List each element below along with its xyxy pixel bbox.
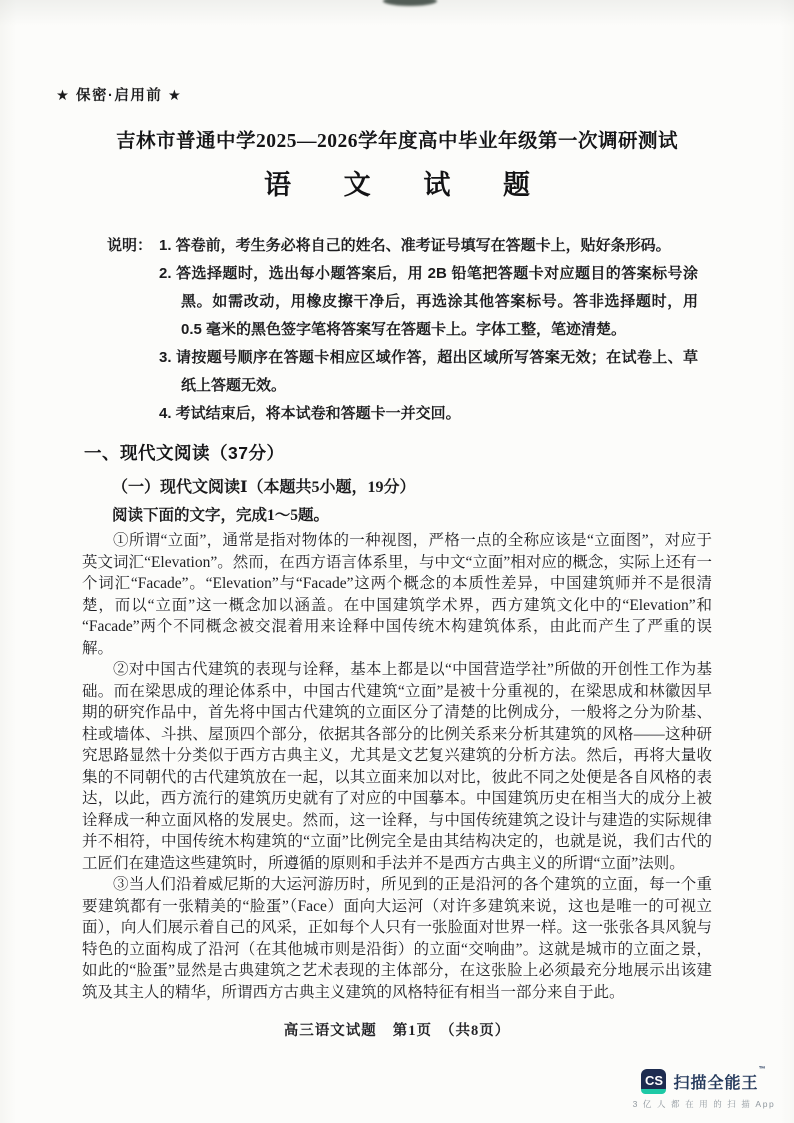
- section-heading-modern-reading: 一、现代文阅读（37分）: [84, 443, 285, 463]
- scanner-watermark: [624, 1066, 784, 1110]
- camscanner-logo-icon: CS: [641, 1069, 666, 1094]
- paper-title: 语 文 试 题: [264, 170, 553, 200]
- passage-paragraph-1: ①所谓“立面”，通常是指对物体的一种视图，严格一点的全称应该是“立面图”，对应于英文词汇“Elevation”。然而，在西方语言体系里，与中文“立面”相对应的概念，实际上还有一个词汇“Facade”。“Elevation”与“Facade”这两个概念的本质性差异，中国建筑师并不是很清楚，而以“立面”这一概念加以涵盖。在中国建筑学术界，西方建筑文化中的“Elevation”和“Facade”两个不同概念被交混着用来诠释中国传统木构建筑体系，由此而产生了严重的误解。: [82, 532, 712, 657]
- reading-passage: [82, 530, 712, 1003]
- instruction-item-2: 2. 答选择题时，选出每小题答案后，用 2B 铅笔把答题卡对应题目的答案标号涂黑。如需改动，用橡皮擦干净后，再选涂其他答案标号。答非选择题时，用 0.5 毫米的黑色签字笔将答案写在答题卡上。字体工整，笔迹清楚。: [159, 265, 698, 338]
- footer-doc-label: 高三语文试题: [283, 1023, 377, 1039]
- passage-paragraph-2: ②对中国古代建筑的表现与诠释，基本上都是以“中国营造学社”所做的开创性工作为基础。而在梁思成的理论体系中，中国古代建筑“立面”是被十分重视的，在梁思成和林徽因早期的研究作品中，首先将中国古代建筑的立面区分了清楚的比例成分，一般将之分为阶基、柱或墙体、斗拱、屋顶四个部分，依据其各部分的比例关系来分析其建筑的风格——这种研究思路显然十分类似于西方古典主义，尤其是文艺复兴建筑的分析方法。然后，再将大量收集的不同朝代的古代建筑放在一起，以其立面来加以对比，彼此不同之处便是各自风格的表达，以此，西方流行的建筑历史就有了对应的中国摹本。中国建筑历史在相当大的成分上被诠释成一种立面风格的发展史。然而，这一诠释，与中国传统建筑之设计与建造的实际规律并不相符，中国传统木构建筑的“立面”比例完全是由其结构决定的，也就是说，我们古代的工匠们在建造这些建筑时，所遵循的原则和手法并不是西方古典主义的所谓“立面”法则。: [82, 661, 712, 872]
- scan-ink-smudge: [383, 0, 437, 6]
- scanner-app-name: 扫描全能王™: [673, 1066, 767, 1092]
- exam-session-title: 吉林市普通中学2025—2026学年度高中毕业年级第一次调研测试: [115, 131, 678, 152]
- scanner-watermark-row: [624, 1066, 784, 1094]
- exam-instructions: [107, 232, 698, 428]
- page-footer: [0, 1019, 794, 1040]
- passage-subheading: （一）现代文阅读Ⅰ（本题共5小题，19分）: [112, 479, 416, 496]
- footer-page-number: 第1页: [392, 1023, 432, 1039]
- instructions-label: 说明：: [107, 237, 153, 254]
- trademark-mark: ™: [758, 1066, 767, 1073]
- footer-total-pages: （共8页）: [440, 1023, 511, 1039]
- instruction-item-4: 4. 考试结束后，将本试卷和答题卡一并交回。: [159, 405, 461, 422]
- scanner-tagline: 3 亿 人 都 在 用 的 扫 描 App: [632, 1099, 776, 1109]
- passage-intro: 阅读下面的文字，完成1～5题。: [112, 507, 330, 524]
- security-notice: ★ 保密·启用前 ★: [56, 88, 183, 104]
- instruction-item-3: 3. 请按题号顺序在答题卡相应区域作答，超出区域所写答案无效；在试卷上、草纸上答题无效。: [159, 349, 698, 394]
- passage-paragraph-3: ③当人们沿着威尼斯的大运河游历时，所见到的正是沿河的各个建筑的立面，每一个重要建筑都有一张精美的“脸蛋”（Face）面向大运河（对许多建筑来说，这也是唯一的可视立面），向人们展示着自己的风采，正如每个人只有一张脸面对世界一样。这一张张各具风貌与特色的立面构成了沿河（在其他城市则是沿街）的立面“交响曲”。这就是城市的立面之景，如此的“脸蛋”显然是古典建筑之艺术表现的主体部分，在这张脸上必须最充分地展示出该建筑及其主人的精华，所谓西方古典主义建筑的风格特征有相当一部分来自于此。: [82, 876, 712, 1001]
- instruction-item-1: 1. 答卷前，考生务必将自己的姓名、准考证号填写在答题卡上，贴好条形码。: [159, 237, 671, 254]
